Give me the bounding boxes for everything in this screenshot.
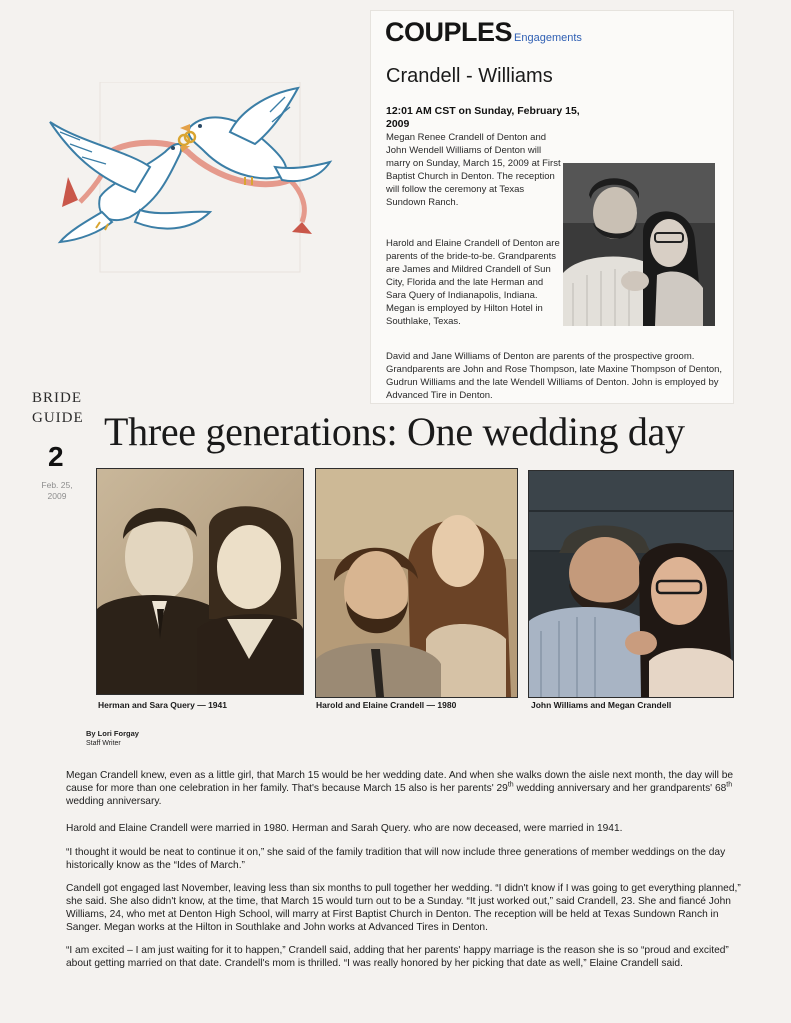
article-paragraph-5: “I am excited – I am just waiting for it to happen,” Crandell said, adding that her parents' happy marriage is the reason she is so “proud and excited” about getting married on that date. Crandell's mom is thrilled. “I was really honored by her picking that date as well,” Elaine Crandell said. xyxy=(66,945,729,969)
author-name: By Lori Forgay xyxy=(86,729,139,738)
two-doves-with-ribbon-and-rings-icon xyxy=(40,82,340,277)
author-role: Staff Writer xyxy=(86,740,121,747)
article-headline: Three generations: One wedding day xyxy=(104,409,685,454)
article-paragraph-1 xyxy=(66,769,756,808)
photo-caption: John Williams and Megan Crandell xyxy=(531,700,672,710)
section-title: COUPLES xyxy=(385,17,513,47)
announcement-paragraph: Megan Renee Crandell of Denton and John Wendell Williams of Denton will marry on Sunday, March 15, 2009 at First Baptist Church in Denton. The reception will follow the ceremony at Texas Sundown Ranch. xyxy=(386,132,561,208)
section-header xyxy=(385,17,582,48)
bride-guide-label xyxy=(32,388,84,428)
guide-number: 2 xyxy=(48,441,64,472)
article-paragraph-2: Harold and Elaine Crandell were married in 1980. Herman and Sarah Query. who are now deceased, were married in 1941. xyxy=(66,823,623,834)
announcement-paragraph: David and Jane Williams of Denton are parents of the prospective groom. Grandparents are John and Rose Thompson, late Maxine Thompson of Denton, Gudrun Williams and the late Wendell Williams of Denton. John is employed by Advanced Tire in Denton. xyxy=(386,351,723,401)
guide-word: GUIDE xyxy=(32,410,84,426)
subsection-link[interactable]: Engagements xyxy=(514,32,582,44)
announcement-title: Crandell - Williams xyxy=(386,65,553,87)
engagement-announcement-clipping xyxy=(370,10,734,404)
photo-1941-couple xyxy=(96,468,304,695)
ordinal-suffix: th xyxy=(507,781,514,789)
text-run: Megan Crandell knew, even as a little girl, that March 15 would be her wedding date. And when she walks down the aisle next month, the day will be cause for more than one celebration in her family. That's because March 15 also is her parents' 29 xyxy=(66,770,734,794)
bride-word: BRIDE xyxy=(32,390,82,406)
ordinal-suffix: th xyxy=(726,781,733,789)
article-paragraph-3: “I thought it would be neat to continue it on,” she said of the family tradition that will now include three generations of member weddings on the day historically know as the “Ides of March.” xyxy=(66,847,726,871)
photo-modern-couple xyxy=(528,470,734,698)
photo-caption: Herman and Sara Query — 1941 xyxy=(98,700,227,710)
couple-photo-small xyxy=(563,163,715,326)
issue-date: Feb. 25, 2009 xyxy=(41,480,73,501)
article-paragraph-4: Candell got engaged last November, leaving less than six months to pull together her wedding. “I didn't know if I was going to get everything planned,” she said. She also didn't know, at the time, that March 15 would turn out to be a Sunday. “It just worked out,” said Crandell, 23. She and fiancé John Williams, 24, who met at Denton High School, will marry at First Baptist Church in Denton. The reception will be held at Texas Sundown Ranch in Sanger. Megan works at the Hilton in Southlake and John works at Advanced Tires in Denton. xyxy=(66,883,741,933)
photo-caption: Harold and Elaine Crandell — 1980 xyxy=(316,700,457,710)
text-run: wedding anniversary. xyxy=(66,796,162,807)
photo-1980-couple xyxy=(315,468,518,698)
announcement-paragraph: Harold and Elaine Crandell of Denton are parents of the bride-to-be. Grandparents are James and Mildred Crandell of Sun City, Florida and the late Herman and Sara Query of Indianapolis, Indiana. Megan is employed by Hilton Hotel in Southlake, Texas. xyxy=(386,238,560,327)
text-run: wedding anniversary and her grandparents' 68 xyxy=(513,783,727,794)
publish-date: 12:01 AM CST on Sunday, February 15, 2009 xyxy=(386,105,580,130)
byline xyxy=(86,729,139,749)
